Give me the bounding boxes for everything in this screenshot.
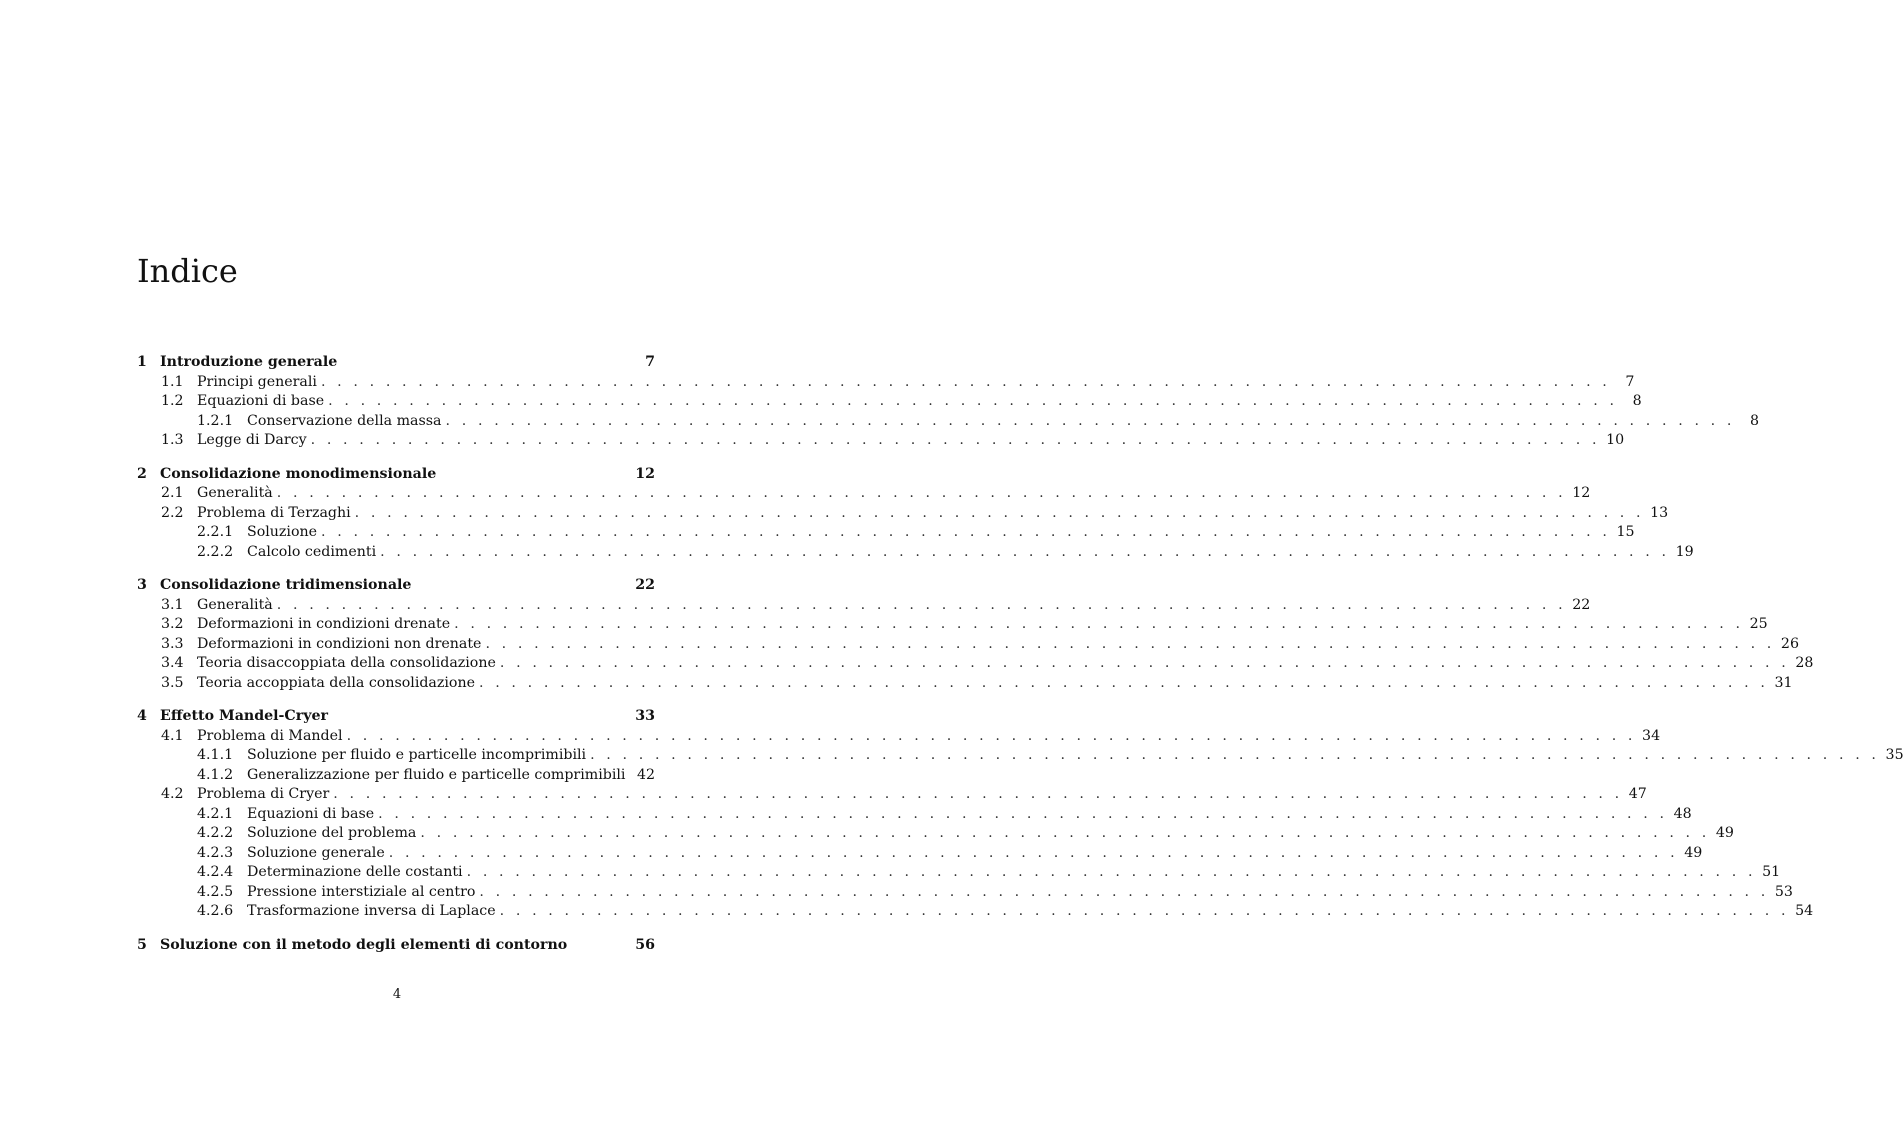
entry-page: 47: [1628, 786, 1647, 802]
toc-subsection[interactable]: [137, 412, 1759, 433]
entry-title: Soluzione del problema: [247, 825, 417, 841]
entry-page: 13: [1650, 504, 1669, 521]
entry-number: 4.1.1: [197, 747, 234, 763]
entry-page: 25: [1749, 616, 1768, 632]
toc-chapter[interactable]: [137, 708, 655, 728]
entry-number: 4.2: [161, 786, 184, 802]
toc-section[interactable]: [137, 786, 1647, 806]
entry-number: 3.5: [161, 674, 184, 691]
chapter-page: 12: [635, 465, 655, 482]
entry-page: 53: [1774, 883, 1793, 900]
chapter-page: 22: [635, 577, 655, 593]
entry-page: 8: [1632, 393, 1642, 409]
entry-number: 2.2: [161, 504, 184, 521]
toc-subsection[interactable]: [137, 844, 1703, 865]
toc-section[interactable]: [137, 596, 1591, 617]
entry-title: Calcolo cedimenti: [247, 543, 377, 560]
chapter-title: Effetto Mandel-Cryer: [160, 708, 328, 724]
entry-title: Equazioni di base: [247, 805, 375, 822]
dot-leader: . . . . . . . . . . . . . . . . . . . . . . . . . . . . . . . . . . . . . . . . . . . . . . . . . . . . . . . . . . . . . . . . . . . . . . . . . . . . . . . .: [276, 596, 1567, 613]
entry-title: Pressione interstiziale al centro: [247, 883, 476, 900]
entry-number: 3.2: [161, 616, 184, 632]
dot-leader: . . . . . . . . . . . . . . . . . . . . . . . . . . . . . . . . . . . . . . . . . . . . . . . . . . . . . . . . . . . . . . . . . . . . . . . . . . . . . . . .: [479, 883, 1769, 900]
entry-page: 10: [1606, 432, 1625, 448]
entry-number: 3.1: [161, 596, 184, 613]
toc-section[interactable]: [137, 635, 1799, 656]
chapter-page: 56: [635, 936, 655, 953]
toc-subsection[interactable]: [137, 883, 1793, 904]
entry-number: 2.2.1: [197, 524, 234, 540]
chapter-number: 1: [137, 354, 147, 370]
chapter-gap: [137, 694, 655, 708]
entry-number: 4.2.5: [197, 883, 234, 900]
entry-number: 2.1: [161, 485, 184, 501]
toc-subsection[interactable]: [137, 524, 1635, 544]
chapter-gap: [137, 923, 655, 937]
entry-page: 28: [1795, 655, 1814, 671]
page-title: Indice: [137, 252, 238, 290]
entry-title: Equazioni di base: [197, 393, 325, 409]
entry-page: 26: [1780, 635, 1799, 652]
dot-leader: . . . . . . . . . . . . . . . . . . . . . . . . . . . . . . . . . . . . . . . . . . . . . . . . . . . . . . . . . . . . . . . . . . . . . . . . . . . . . . . .: [321, 524, 1611, 540]
entry-title: Determinazione delle costanti: [247, 864, 463, 880]
chapter-page: 33: [635, 708, 655, 724]
entry-page: 19: [1675, 543, 1694, 560]
toc-subsection[interactable]: [137, 747, 1904, 767]
dot-leader: . . . . . . . . . . . . . . . . . . . . . . . . . . . . . . . . . . . . . . . . . . . . . . . . . . . . . . . . . . . . . . . . . . . . . . . . . . . . . . . .: [380, 543, 1670, 560]
chapter-gap: [137, 563, 655, 577]
entry-page: 8: [1749, 412, 1759, 429]
dot-leader: . . . . . . . . . . . . . . . . . . . . . . . . . . . . . . . . . . . . . . . . . . . . . . . . . . . . . . . . . . . . . . . . . . . . . . . . . . . . . . . .: [466, 864, 1757, 880]
entry-title: Soluzione generale: [247, 844, 385, 861]
chapter-title: Consolidazione tridimensionale: [160, 577, 412, 593]
entry-page: 12: [1572, 485, 1591, 501]
entry-page: 42: [636, 766, 655, 783]
toc-chapter[interactable]: [137, 466, 655, 486]
entry-number: 1.2: [161, 393, 184, 409]
entry-number: 4.2.6: [197, 903, 234, 919]
dot-leader: . . . . . . . . . . . . . . . . . . . . . . . . . . . . . . . . . . . . . . . . . . . . . . . . . . . . . . . . . . . . . . . . . . . . . . . . . . . . . . . .: [445, 412, 1735, 429]
entry-page: 34: [1642, 727, 1661, 744]
entry-title: Problema di Cryer: [197, 786, 330, 802]
entry-page: 54: [1795, 903, 1814, 919]
entry-page: 51: [1762, 864, 1781, 880]
entry-title: Generalizzazione per fluido e particelle comprimibili: [247, 766, 626, 783]
entry-title: Trasformazione inversa di Laplace: [247, 903, 496, 919]
toc-section[interactable]: [137, 393, 1642, 413]
entry-title: Principi generali: [197, 373, 317, 390]
entry-page: 31: [1774, 674, 1793, 691]
chapter-title: Consolidazione monodimensionale: [160, 465, 437, 482]
dot-leader: . . . . . . . . . . . . . . . . . . . . . . . . . . . . . . . . . . . . . . . . . . . . . . . . . . . . . . . . . . . . . . . . . . . . . . . . . . . . . . . .: [590, 747, 1880, 763]
chapter-title: Introduzione generale: [160, 354, 338, 370]
entry-page: 35: [1885, 747, 1904, 763]
entry-page: 49: [1715, 825, 1734, 841]
chapter-number: 4: [137, 708, 147, 724]
toc-section[interactable]: [137, 655, 1814, 675]
dot-leader: . . . . . . . . . . . . . . . . . . . . . . . . . . . . . . . . . . . . . . . . . . . . . . . . . . . . . . . . . . . . . . . . . . . . . . . . . . . . . . . .: [276, 485, 1567, 501]
entry-title: Soluzione per fluido e particelle incomprimibili: [247, 747, 587, 763]
toc-subsection[interactable]: [137, 864, 1781, 884]
chapter-title: Soluzione con il metodo degli elementi di contorno: [160, 936, 568, 953]
toc-chapter[interactable]: [137, 354, 655, 374]
entry-title: Soluzione: [247, 524, 318, 540]
entry-title: Generalità: [197, 485, 273, 501]
table-of-contents: [137, 354, 1904, 956]
toc-section[interactable]: [137, 616, 1768, 636]
toc-subsection[interactable]: [137, 805, 1692, 826]
toc-chapter[interactable]: [137, 577, 655, 597]
entry-page: 15: [1616, 524, 1635, 540]
entry-title: Teoria accoppiata della consolidazione: [197, 674, 475, 691]
dot-leader: . . . . . . . . . . . . . . . . . . . . . . . . . . . . . . . . . . . . . . . . . . . . . . . . . . . . . . . . . . . . . . . . . . . . . . . . . . . . . . . .: [499, 903, 1790, 919]
dot-leader: . . . . . . . . . . . . . . . . . . . . . . . . . . . . . . . . . . . . . . . . . . . . . . . . . . . . . . . . . . . . . . . . . . . . . . . . . . . . . . . .: [388, 844, 1679, 861]
entry-title: Deformazioni in condizioni drenate: [197, 616, 451, 632]
dot-leader: . . . . . . . . . . . . . . . . . . . . . . . . . . . . . . . . . . . . . . . . . . . . . . . . . . . . . . . . . . . . . . . . . . . . . . . . . . . . . . . .: [333, 786, 1623, 802]
entry-number: 4.2.4: [197, 864, 234, 880]
entry-page: 22: [1572, 596, 1591, 613]
dot-leader: . . . . . . . . . . . . . . . . . . . . . . . . . . . . . . . . . . . . . . . . . . . . . . . . . . . . . . . . . . . . . . . . . . . . . . . . . . . . . . . .: [454, 616, 1744, 632]
toc-subsection[interactable]: [137, 543, 1694, 564]
toc-section[interactable]: [137, 674, 1793, 695]
toc-section[interactable]: [137, 432, 1625, 452]
dot-leader: . . . . . . . . . . . . . . . . . . . . . . . . . . . . . . . . . . . . . . . . . . . . . . . . . . . . . . . . . . . . . . . . . . . . . . . . . . . . . . . .: [320, 373, 1611, 390]
entry-title: Problema di Terzaghi: [197, 504, 351, 521]
entry-title: Teoria disaccoppiata della consolidazione: [197, 655, 496, 671]
toc-section[interactable]: [137, 485, 1591, 505]
dot-leader: . . . . . . . . . . . . . . . . . . . . . . . . . . . . . . . . . . . . . . . . . . . . . . . . . . . . . . . . . . . . . . . . . . . . . . . . . . . . . . . .: [378, 805, 1668, 822]
toc-subsection[interactable]: [137, 903, 1814, 923]
chapter-number: 5: [137, 936, 147, 953]
chapter-page: 7: [645, 354, 655, 370]
chapter-gap: [137, 452, 655, 466]
entry-number: 4.1: [161, 727, 184, 744]
entry-number: 4.2.1: [197, 805, 234, 822]
entry-number: 3.3: [161, 635, 184, 652]
chapter-number: 2: [137, 465, 147, 482]
toc-subsection[interactable]: [137, 767, 655, 787]
dot-leader: . . . . . . . . . . . . . . . . . . . . . . . . . . . . . . . . . . . . . . . . . . . . . . . . . . . . . . . . . . . . . . . . . . . . . . . . . . . . . . . .: [499, 655, 1790, 671]
dot-leader: . . . . . . . . . . . . . . . . . . . . . . . . . . . . . . . . . . . . . . . . . . . . . . . . . . . . . . . . . . . . . . . . . . . . . . . . . . . . . . . .: [310, 432, 1601, 448]
entry-page: 49: [1684, 844, 1703, 861]
entry-number: 1.3: [161, 432, 184, 448]
entry-number: 2.2.2: [197, 543, 234, 560]
entry-title: Conservazione della massa: [247, 412, 442, 429]
chapter-number: 3: [137, 577, 147, 593]
entry-number: 1.2.1: [197, 412, 234, 429]
dot-leader: . . . . . . . . . . . . . . . . . . . . . . . . . . . . . . . . . . . . . . . . . . . . . . . . . . . . . . . . . . . . . . . . . . . . . . . . . . . . . . . .: [420, 825, 1710, 841]
entry-number: 4.1.2: [197, 766, 234, 783]
entry-title: Legge di Darcy: [197, 432, 307, 448]
dot-leader: . . . . . . . . . . . . . . . . . . . . . . . . . . . . . . . . . . . . . . . . . . . . . . . . . . . . . . . . . . . . . . . . . . . . . . . . . . . . . . . .: [346, 727, 1637, 744]
dot-leader: . . . . . . . . . . . . . . . . . . . . . . . . . . . . . . . . . . . . . . . . . . . . . . . . . . . . . . . . . . . . . . . . . . . . . . . . . . . . . . . .: [485, 635, 1775, 652]
entry-title: Problema di Mandel: [197, 727, 343, 744]
page-number: 4: [392, 987, 402, 1002]
dot-leader: . . . . . . . . . . . . . . . . . . . . . . . . . . . . . . . . . . . . . . . . . . . . . . . . . . . . . . . . . . . . . . . . . . . . . . . . . . . . . . . .: [354, 504, 1645, 521]
entry-page: 48: [1673, 805, 1692, 822]
entry-page: 7: [1625, 373, 1635, 390]
toc-section[interactable]: [137, 504, 1669, 525]
dot-leader: . . . . . . . . . . . . . . . . . . . . . . . . . . . . . . . . . . . . . . . . . . . . . . . . . . . . . . . . . . . . . . . . . . . . . . . . . . . . . . . .: [478, 674, 1769, 691]
entry-number: 4.2.3: [197, 844, 234, 861]
dot-leader: . . . . . . . . . . . . . . . . . . . . . . . . . . . . . . . . . . . . . . . . . . . . . . . . . . . . . . . . . . . . . . . . . . . . . . . . . . . . . . . .: [328, 393, 1618, 409]
toc-subsection[interactable]: [137, 825, 1734, 845]
toc-section[interactable]: [137, 373, 1635, 394]
entry-title: Deformazioni in condizioni non drenate: [197, 635, 482, 652]
entry-number: 3.4: [161, 655, 184, 671]
toc-section[interactable]: [137, 727, 1661, 748]
toc-chapter[interactable]: [137, 937, 655, 957]
entry-title: Generalità: [197, 596, 273, 613]
entry-number: 1.1: [161, 373, 184, 390]
entry-number: 4.2.2: [197, 825, 234, 841]
